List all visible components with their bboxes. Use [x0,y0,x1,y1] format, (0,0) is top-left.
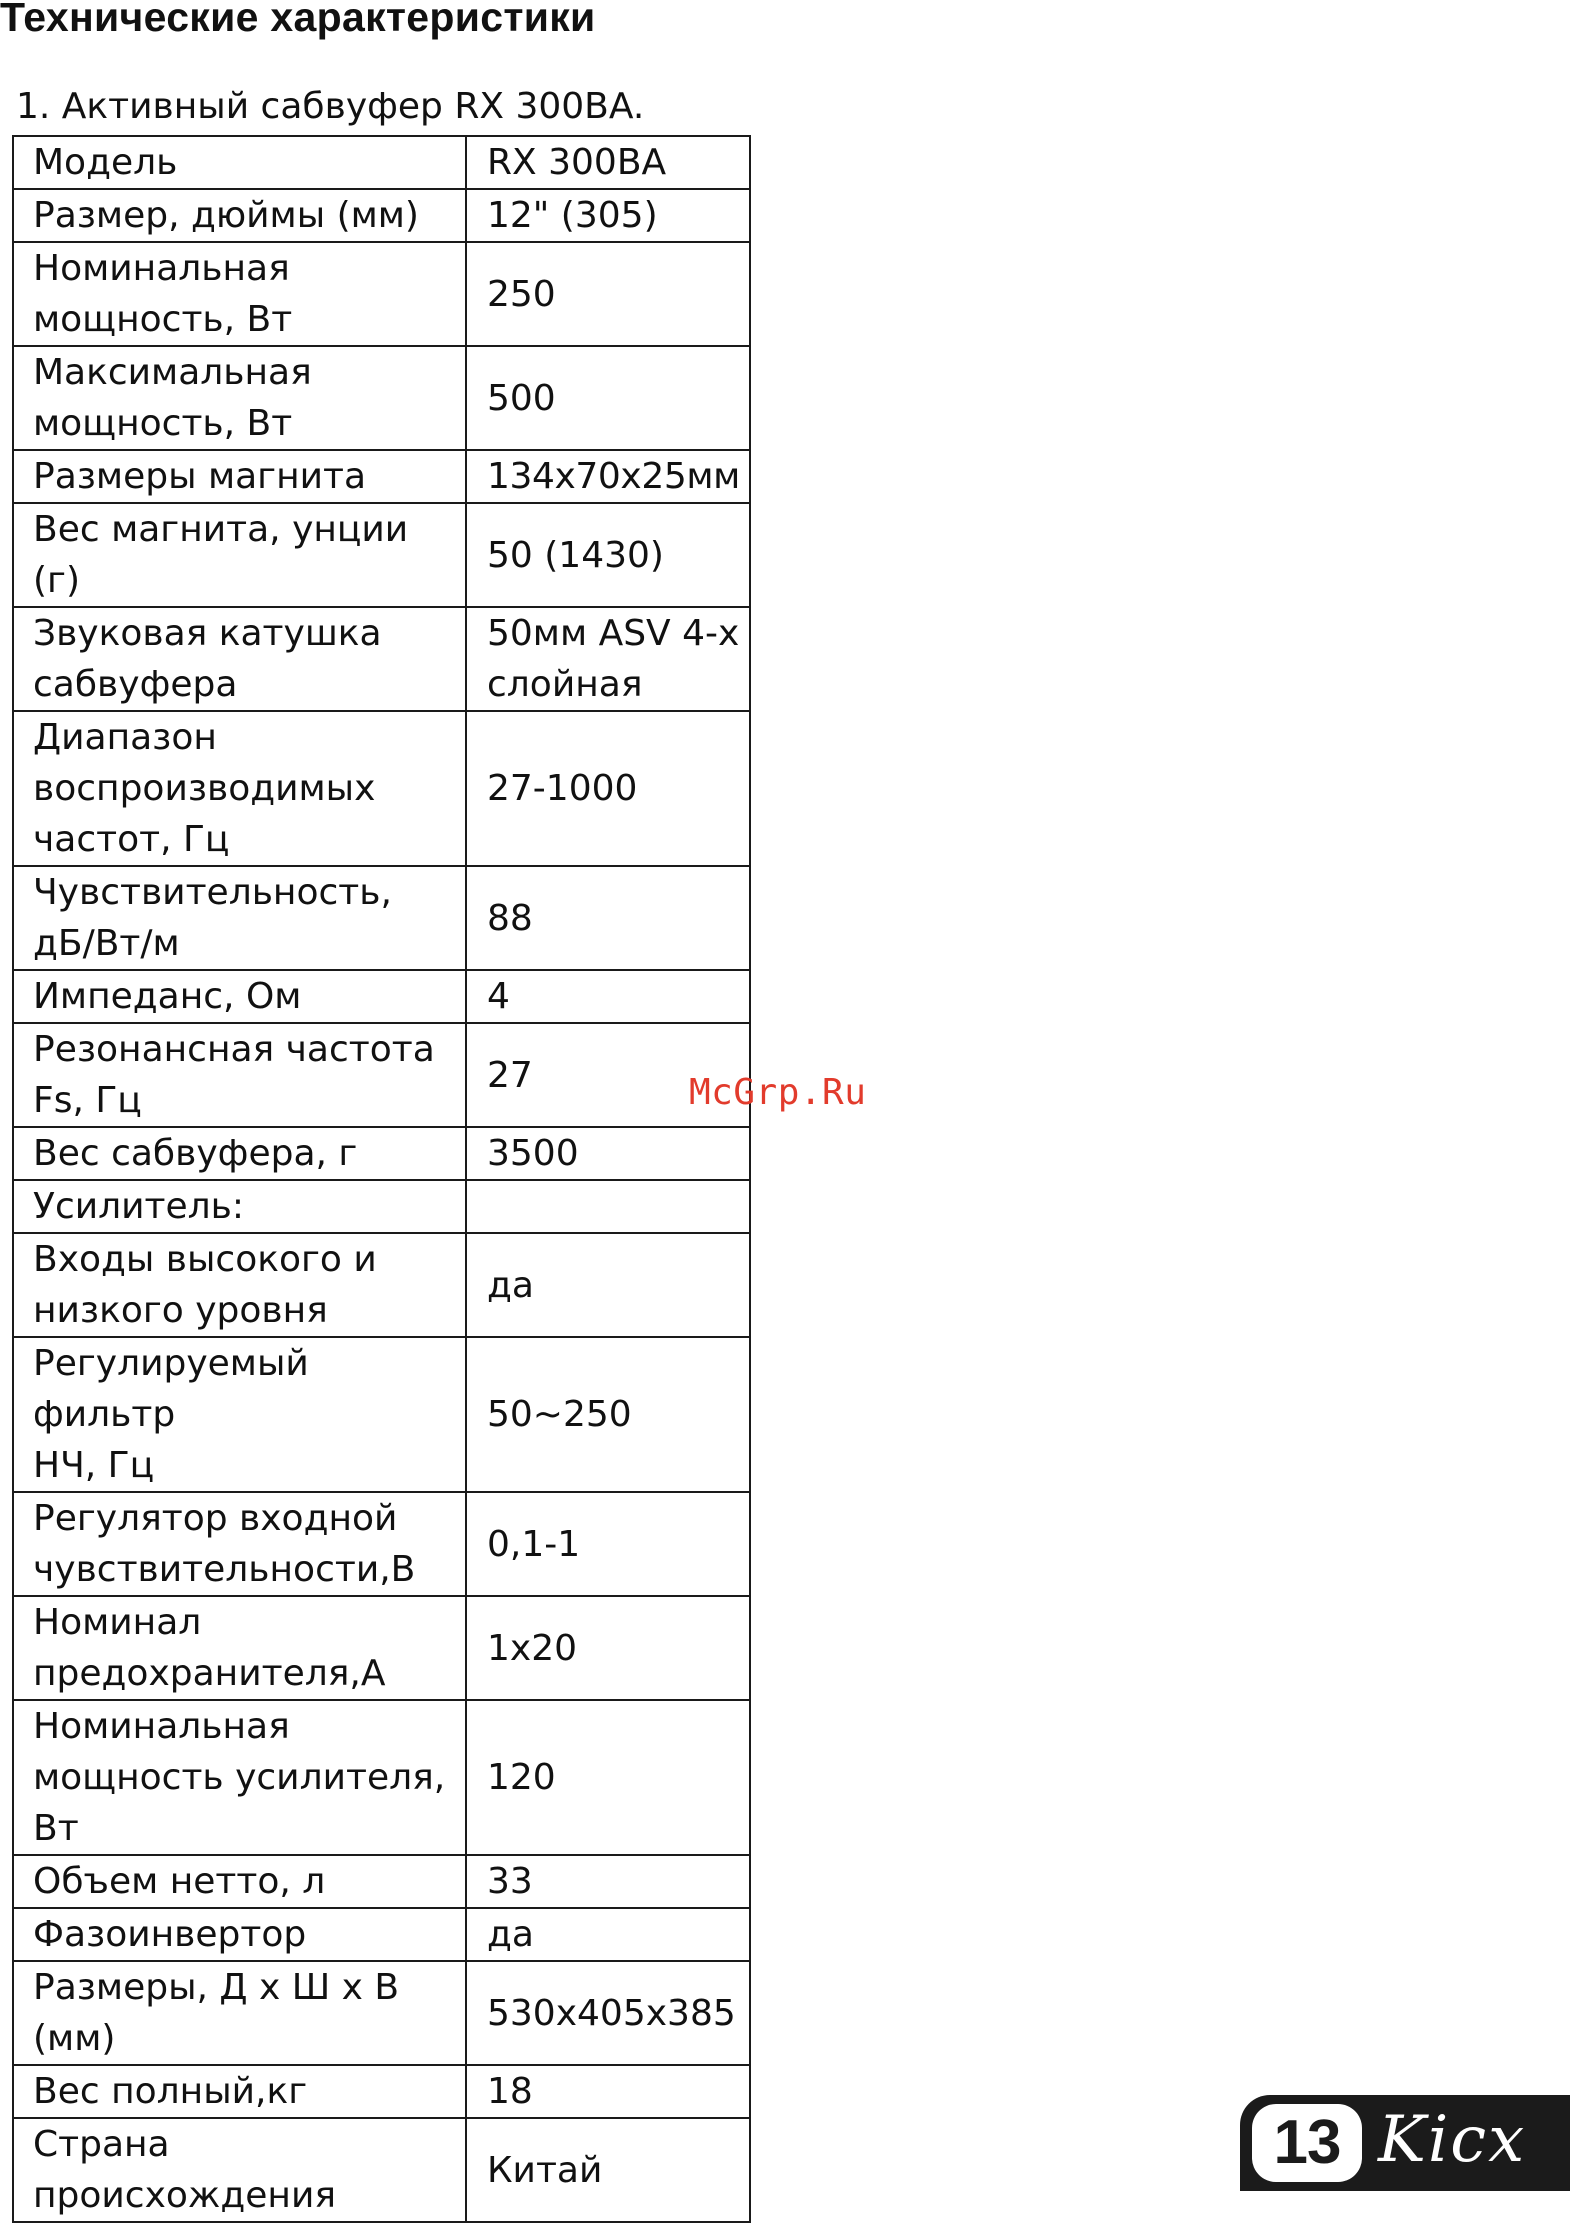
spec-value: 530х405х385 [466,1961,750,2065]
spec-label: Размеры, Д х Ш х В (мм) [13,1961,466,2065]
spec-label: Диапазон воспроизводимых частот, Гц [13,711,466,866]
spec-row [13,1023,750,1127]
spec-row [13,346,750,450]
spec-row [13,711,750,866]
spec-value: 3500 [466,1127,750,1180]
spec-value: 4 [466,970,750,1023]
spec-label: Максимальная мощность, Вт [13,346,466,450]
section-title: 1. Активный сабвуфер RX 300BA. [16,86,645,127]
spec-value: 0,1-1 [466,1492,750,1596]
spec-label: Фазоинвертор [13,1908,466,1961]
spec-row [13,1233,750,1337]
spec-row [13,970,750,1023]
spec-row [13,1596,750,1700]
spec-row [13,1180,750,1233]
spec-table-body [13,136,750,2222]
spec-label: Усилитель: [13,1180,466,1233]
spec-value: 18 [466,2065,750,2118]
spec-label: Регулятор входной чувствительности,В [13,1492,466,1596]
spec-value: RX 300BA [466,136,750,189]
spec-row [13,607,750,711]
spec-row [13,2065,750,2118]
spec-label: Номинальная мощность усилителя, Вт [13,1700,466,1855]
spec-label: Чувствительность, дБ/Вт/м [13,866,466,970]
spec-row [13,242,750,346]
spec-value: 1х20 [466,1596,750,1700]
spec-label: Резонансная частота Fs, Гц [13,1023,466,1127]
spec-label: Звуковая катушка сабвуфера [13,607,466,711]
spec-value: 500 [466,346,750,450]
spec-row [13,2118,750,2222]
spec-row [13,1961,750,2065]
spec-value: 50 (1430) [466,503,750,607]
spec-label: Страна происхождения [13,2118,466,2222]
spec-row [13,866,750,970]
brand-logo: Kicx [1378,2103,1527,2177]
spec-value [466,1180,750,1233]
spec-row [13,503,750,607]
page-number: 13 [1273,2108,1341,2177]
spec-row [13,1492,750,1596]
spec-value: Китай [466,2118,750,2222]
spec-value: да [466,1908,750,1961]
spec-label: Номинал предохранителя,А [13,1596,466,1700]
spec-label: Регулируемый фильтр НЧ, Гц [13,1337,466,1492]
spec-value: 12" (305) [466,189,750,242]
spec-value: да [466,1233,750,1337]
spec-label: Модель [13,136,466,189]
spec-row [13,1337,750,1492]
spec-row [13,1700,750,1855]
spec-value: 33 [466,1855,750,1908]
spec-row [13,1127,750,1180]
spec-label: Вес сабвуфера, г [13,1127,466,1180]
spec-value: 120 [466,1700,750,1855]
spec-row [13,1908,750,1961]
spec-label: Импеданс, Ом [13,970,466,1023]
spec-row [13,189,750,242]
spec-label: Входы высокого и низкого уровня [13,1233,466,1337]
spec-value: 88 [466,866,750,970]
spec-label: Размер, дюймы (мм) [13,189,466,242]
page-title: Технические характеристики [0,0,596,40]
spec-value: 50мм ASV 4-х слойная [466,607,750,711]
spec-row [13,1855,750,1908]
page-badge [1240,2095,1570,2191]
spec-row [13,136,750,189]
spec-value: 27-1000 [466,711,750,866]
spec-table [12,135,751,2223]
spec-label: Вес полный,кг [13,2065,466,2118]
spec-label: Размеры магнита [13,450,466,503]
page-number-box [1252,2104,1362,2182]
spec-label: Объем нетто, л [13,1855,466,1908]
spec-value: 50~250 [466,1337,750,1492]
spec-value: 250 [466,242,750,346]
watermark: McGrp.Ru [689,1072,867,1113]
spec-label: Вес магнита, унции (г) [13,503,466,607]
spec-label: Номинальная мощность, Вт [13,242,466,346]
spec-value: 134х70х25мм [466,450,750,503]
spec-row [13,450,750,503]
spec-value: 27 [466,1023,750,1127]
